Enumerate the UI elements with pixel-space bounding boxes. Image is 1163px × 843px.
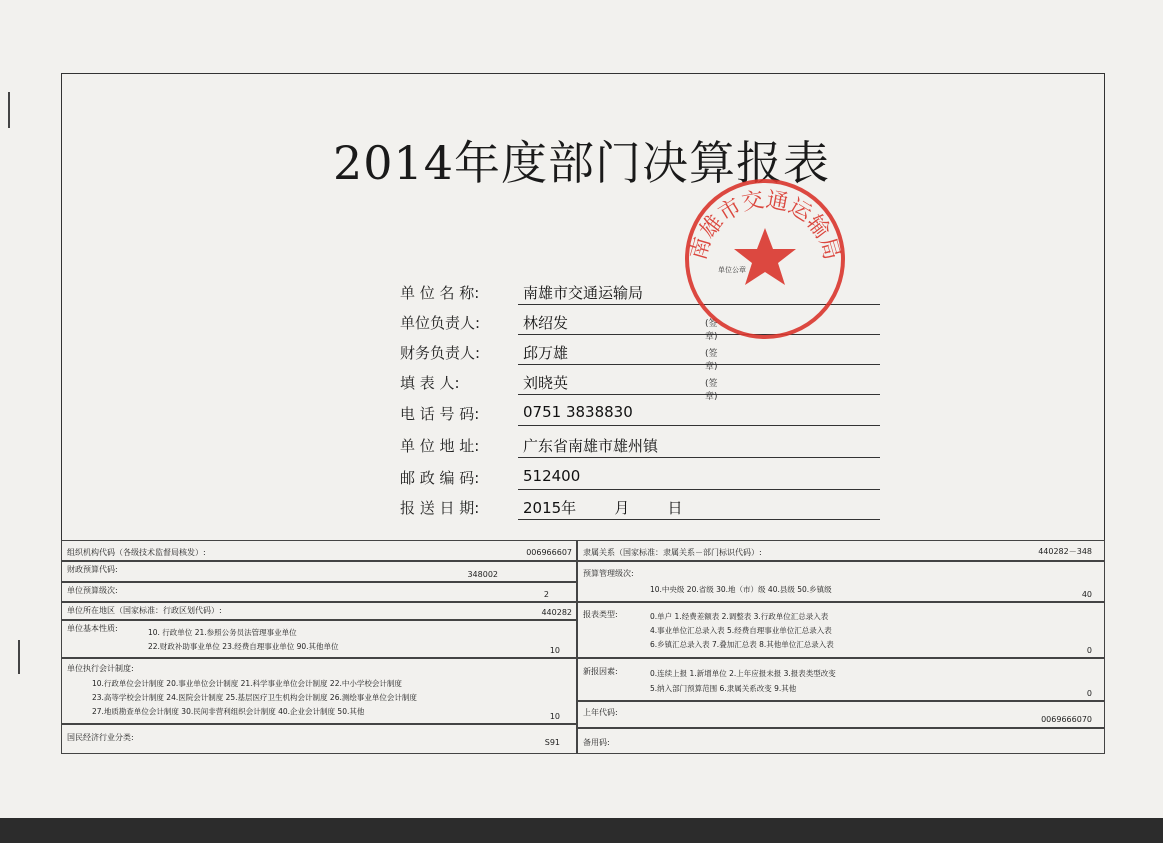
cell-option-line: 6.乡镇汇总录入表 7.叠加汇总表 8.其他单位汇总录入表 xyxy=(650,640,834,649)
cell-option-line: 0.单户 1.经费差额表 2.调整表 3.行政单位汇总录入表 xyxy=(650,612,829,621)
cell-accounting xyxy=(61,658,577,724)
cell-option-line: 10. 行政单位 21.参照公务员法管理事业单位 xyxy=(148,628,297,637)
cell-label: 财政预算代码: xyxy=(67,565,118,574)
cell-value: 0069666070 xyxy=(1041,715,1092,724)
sign-note: (签章) xyxy=(705,349,718,372)
info-label: 电 话 号 码: xyxy=(400,405,480,423)
cell-budget-level xyxy=(61,582,577,602)
info-value: 南雄市交通运输局 xyxy=(523,284,644,302)
cell-value: 0 xyxy=(1086,646,1092,655)
info-value: 512400 xyxy=(523,467,581,485)
info-value: 刘晓英 xyxy=(523,374,569,392)
cell-value: 40 xyxy=(1081,590,1092,599)
info-label: 填 表 人: xyxy=(400,374,460,392)
cell-org-code xyxy=(61,540,577,561)
cell-label: 单位所在地区（国家标准：行政区划代码）: xyxy=(67,606,222,615)
cell-option-line: 27.地质勘查单位会计制度 30.民间非营利组织会计制度 40.企业会计制度 50.其他 xyxy=(92,707,365,716)
scan-edge-mark-bottom xyxy=(18,640,20,674)
cell-value: 10 xyxy=(549,712,560,721)
cell-label: 报表类型: xyxy=(583,610,618,619)
cell-budget-mgmt xyxy=(577,561,1105,602)
cell-unit-nature xyxy=(61,620,577,658)
info-label: 报 送 日 期: xyxy=(400,499,480,517)
cell-finance-code xyxy=(61,561,577,582)
info-value: 0751 3838830 xyxy=(523,403,633,421)
underline xyxy=(518,489,880,490)
info-label: 财务负责人: xyxy=(400,344,481,362)
cell-label: 单位执行会计制度: xyxy=(67,664,134,673)
seal-sub-text: 单位公章 xyxy=(718,266,746,274)
underline xyxy=(518,394,880,395)
cell-label: 预算管理级次: xyxy=(583,569,634,578)
info-value: 2015年 月 日 xyxy=(523,499,683,517)
info-label: 单位负责人: xyxy=(400,314,481,332)
info-label: 单 位 名 称: xyxy=(400,284,480,302)
cell-value: 440282－348 xyxy=(1038,547,1092,556)
cell-region xyxy=(61,602,577,620)
page-title: 2014年度部门决算报表 xyxy=(332,136,831,190)
cell-affiliation xyxy=(577,540,1105,561)
scan-bottom-edge xyxy=(0,818,1163,843)
cell-option-line: 0.连续上报 1.新增单位 2.上年应报未报 3.报表类型改变 xyxy=(650,669,836,678)
cell-remark xyxy=(577,728,1105,754)
cell-label: 组织机构代码（各级技术监督局核发）: xyxy=(67,548,206,557)
cell-option-line: 10.中央级 20.省级 30.地（市）级 40.县级 50.乡镇级 xyxy=(650,585,832,594)
seal-text: 南雄市交通运输局 xyxy=(686,187,844,263)
cell-label: 单位基本性质: xyxy=(67,624,118,633)
cell-option-line: 5.纳入部门预算范围 6.隶属关系改变 9.其他 xyxy=(650,684,797,693)
info-label: 邮 政 编 码: xyxy=(400,469,480,487)
underline xyxy=(518,519,880,520)
cell-option-line: 23.高等学校会计制度 24.医院会计制度 25.基层医疗卫生机构会计制度 26.测绘事业单位会计制度 xyxy=(92,693,417,702)
info-value: 林绍发 xyxy=(523,314,569,332)
sign-note: (签章) xyxy=(705,319,718,342)
cell-option-line: 4.事业单位汇总录入表 5.经费自理事业单位汇总录入表 xyxy=(650,626,832,635)
cell-value: 348002 xyxy=(467,570,498,579)
cell-last-code xyxy=(577,701,1105,728)
official-seal xyxy=(682,176,848,342)
cell-report-type xyxy=(577,602,1105,658)
cell-label: 新报因素: xyxy=(583,667,618,676)
cell-value: 440282 xyxy=(541,608,572,617)
info-table xyxy=(61,540,1105,754)
cell-label: 国民经济行业分类: xyxy=(67,733,134,742)
cell-label: 隶属关系（国家标准：隶属关系－部门标识代码）: xyxy=(583,548,762,557)
cell-option-line: 22.财政补助事业单位 23.经费自理事业单位 90.其他单位 xyxy=(148,642,339,651)
cell-value: 0 xyxy=(1086,689,1092,698)
info-value: 邱万雄 xyxy=(523,344,569,362)
info-label: 单 位 地 址: xyxy=(400,437,480,455)
cell-industry xyxy=(61,724,577,754)
cell-label: 备用码: xyxy=(583,738,610,747)
underline xyxy=(518,364,880,365)
cell-new-factor xyxy=(577,658,1105,701)
cell-label: 上年代码: xyxy=(583,708,618,717)
sign-note: (签章) xyxy=(705,379,718,402)
info-value: 广东省南雄市雄州镇 xyxy=(523,437,659,455)
cell-value: S91 xyxy=(544,738,560,747)
cell-value: 2 xyxy=(543,590,549,599)
underline xyxy=(518,457,880,458)
scan-edge-mark-top xyxy=(8,92,10,128)
cell-value: 10 xyxy=(549,646,560,655)
underline xyxy=(518,425,880,426)
cell-label: 单位预算级次: xyxy=(67,586,118,595)
seal-star-icon xyxy=(734,228,796,285)
cell-value: 006966607 xyxy=(526,548,572,557)
cell-option-line: 10.行政单位会计制度 20.事业单位会计制度 21.科学事业单位会计制度 22.中小学校会计制度 xyxy=(92,679,402,688)
